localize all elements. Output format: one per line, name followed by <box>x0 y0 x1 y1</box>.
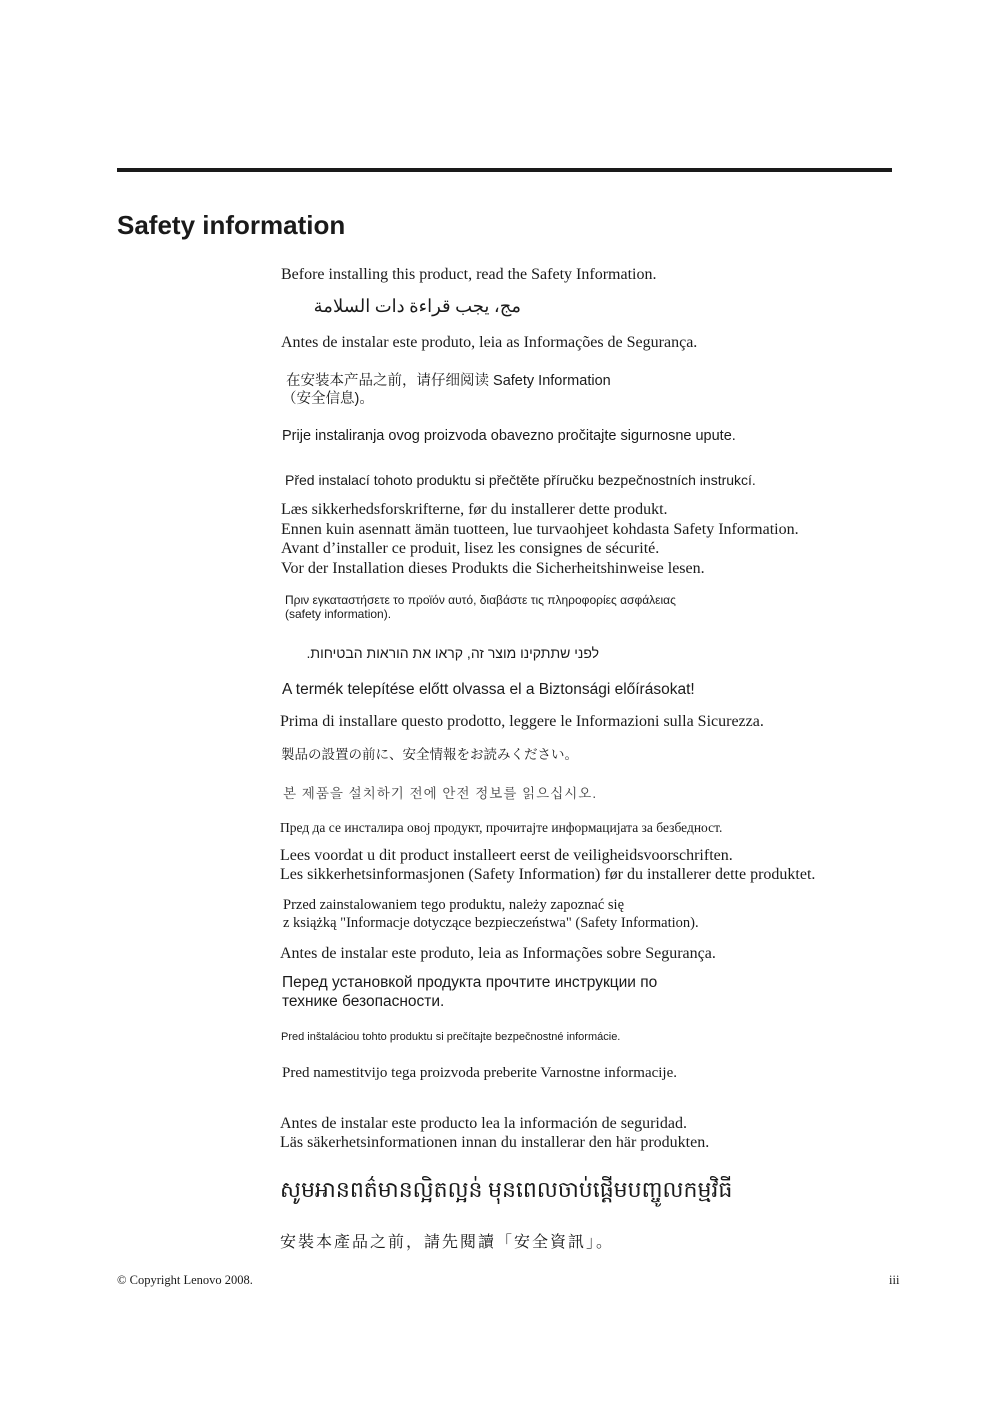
page-title: Safety information <box>117 210 346 240</box>
notice-slovak: Pred inštaláciou tohto produktu si prečítajte bezpečnostné informácie. <box>281 1031 621 1043</box>
notice-greek: Πριν εγκαταστήσετε το προϊόν αυτό, διαβάστε τις πληροφορίες ασφάλειας <box>285 593 676 607</box>
notice-russian-cont: технике безопасности. <box>282 993 445 1010</box>
notice-hungarian: A termék telepítése előtt olvassa el a Biztonsági előírásokat! <box>282 681 695 698</box>
notice-italian: Prima di installare questo prodotto, leggere le Informazioni sulla Sicurezza. <box>280 713 764 730</box>
header-rule <box>117 168 892 172</box>
notice-portuguese: Antes de instalar este produto, leia as Informações sobre Segurança. <box>280 945 716 962</box>
footer-copyright: © Copyright Lenovo 2008. <box>117 1273 253 1287</box>
notice-portuguese-brazil: Antes de instalar este produto, leia as Informações de Segurança. <box>281 334 698 351</box>
notice-korean: 본 제품을 설치하기 전에 안전 정보를 읽으십시오. <box>283 786 598 801</box>
notice-chinese-simplified: 在安装本产品之前，请仔细阅读 Safety Information <box>286 373 611 389</box>
notice-french: Avant d’installer ce produit, lisez les consignes de sécurité. <box>281 540 660 557</box>
notice-chinese-simplified-cont: （安全信息)。 <box>282 391 374 407</box>
notice-german: Vor der Installation dieses Produkts die Sicherheitshinweise lesen. <box>281 560 705 577</box>
notice-polish-cont: z książką "Informacje dotyczące bezpieczeństwa" (Safety Information). <box>283 915 699 931</box>
notice-norwegian: Les sikkerhetsinformasjonen (Safety Information) før du installerer dette produktet. <box>280 866 816 883</box>
notice-spanish: Antes de instalar este producto lea la información de seguridad. <box>280 1115 687 1132</box>
notice-greek-cont: (safety information). <box>285 607 392 621</box>
notice-slovenian: Pred namestitvijo tega proizvoda preberite Varnostne informacije. <box>282 1065 678 1081</box>
notice-arabic: مج، يجب قراءة دات السلامة <box>313 296 521 316</box>
notice-danish: Læs sikkerhedsforskrifterne, før du installerer dette produkt. <box>281 501 668 518</box>
notice-khmer: សូមអានពត៌មានល្អិតល្អន់ មុនពេលចាប់ផ្តើមបញ្ចូលកម្មវិធី <box>280 1177 733 1202</box>
notice-swedish: Läs säkerhetsinformationen innan du installerar den här produkten. <box>280 1134 710 1151</box>
notice-chinese-traditional: 安裝本產品之前，請先閱讀「安全資訊」。 <box>280 1234 615 1251</box>
notice-dutch: Lees voordat u dit product installeert eerst de veiligheidsvoorschriften. <box>280 847 733 864</box>
notice-hebrew: לפני שתתקינו מוצר זה, קראו את הוראות הבטיחות. <box>306 645 599 661</box>
notice-russian: Перед установкой продукта прочтите инструкции по <box>282 974 658 991</box>
footer-page-number: iii <box>889 1273 900 1287</box>
notice-czech: Před instalací tohoto produktu si přečtěte příručku bezpečnostních instrukcí. <box>285 472 756 488</box>
notice-japanese: 製品の設置の前に、安全情報をお読みください。 <box>281 747 578 762</box>
notice-polish: Przed zainstalowaniem tego produktu, należy zapoznać się <box>283 897 625 913</box>
notice-finnish: Ennen kuin asennatt ämän tuotteen, lue turvaohjeet kohdasta Safety Information. <box>281 521 799 538</box>
notice-croatian: Prije instaliranja ovog proizvoda obavezno pročitajte sigurnosne upute. <box>282 428 736 444</box>
notice-english: Before installing this product, read the Safety Information. <box>281 266 657 283</box>
notice-macedonian: Пред да се инсталира овој продукт, прочитајте информацијата за безбедност. <box>280 820 723 835</box>
